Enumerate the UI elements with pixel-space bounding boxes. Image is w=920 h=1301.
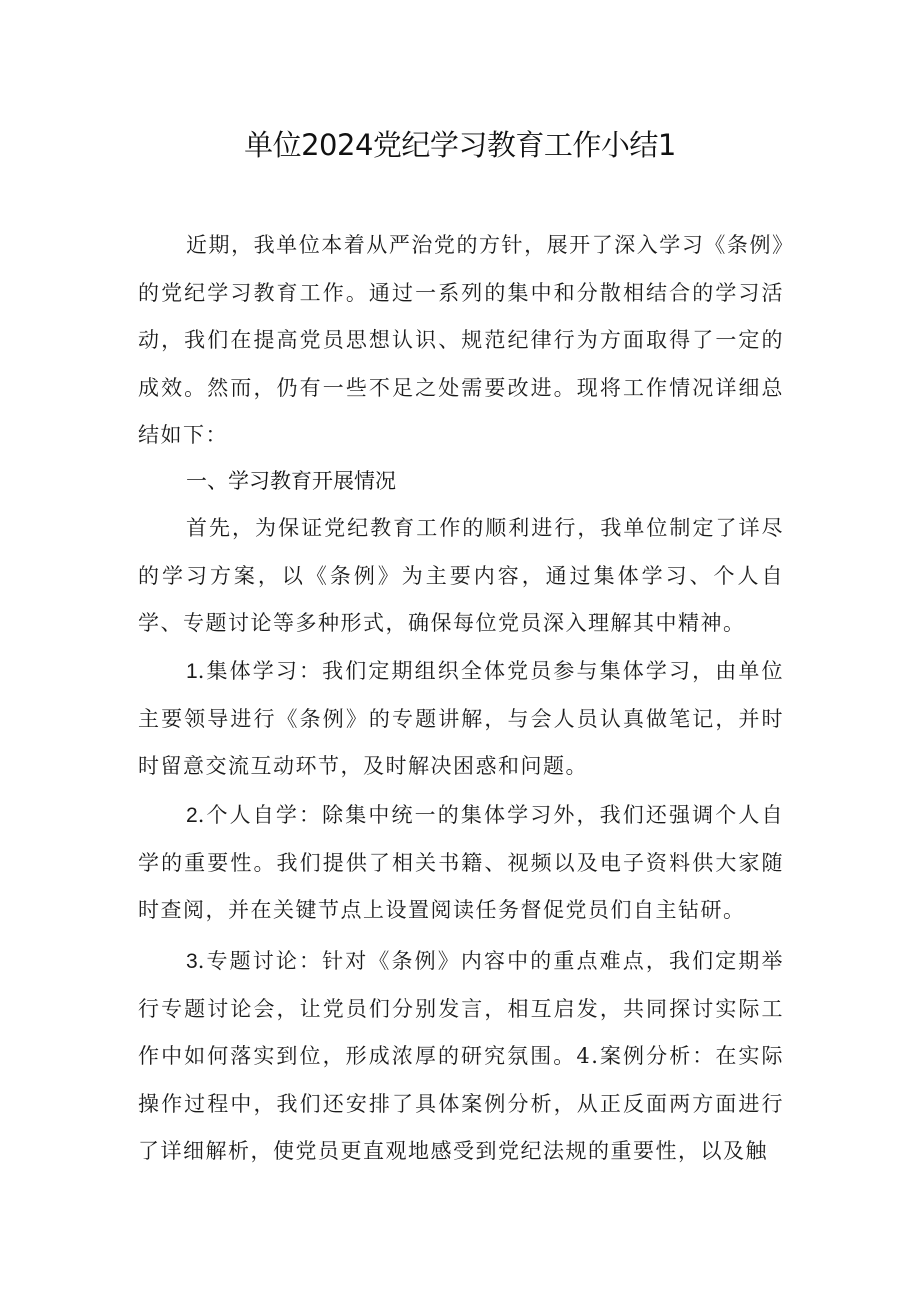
list-item-text: .专题讨论：针对《条例》内容中的重点难点，我们定期举行专题讨论会，让党员们分别发言，相互启发，共同探讨实际工作中如何落实到位，形成浓厚的研究氛围。4.案例分析：在实际操作过程中，我们还安排了具体案例分析，从正反面两方面进行了详细解析，使党员更直观地感受到党纪法规的重要性，以及触: [138, 949, 784, 1163]
document-title: 单位2024党纪学习教育工作小结1: [244, 128, 676, 162]
list-item-text: .个人自学：除集中统一的集体学习外，我们还强调个人自学的重要性。我们提供了相关书籍、视频以及电子资料供大家随时查阅，并在关键节点上设置阅读任务督促党员们自主钻研。: [138, 803, 784, 922]
intro-paragraph: 近期，我单位本着从严治党的方针，展开了深入学习《条例》的党纪学习教育工作。通过一系列的集中和分散相结合的学习活动，我们在提高党员思想认识、规范纪律行为方面取得了一定的成效。然而，仍有一些不足之处需要改进。现将工作情况详细总结如下：: [138, 233, 784, 447]
list-item-text: .集体学习：我们定期组织全体党员参与集体学习，由单位主要领导进行《条例》的专题讲解，与会人员认真做笔记，并时时留意交流互动环节，及时解决困惑和问题。: [138, 659, 784, 778]
section-paragraph: 首先，为保证党纪教育工作的顺利进行，我单位制定了详尽的学习方案，以《条例》为主要内容，通过集体学习、个人自学、专题讨论等多种形式，确保每位党员深入理解其中精神。: [138, 516, 784, 635]
list-item-number: 2: [186, 804, 198, 827]
list-item-collective-study: [138, 648, 784, 791]
list-item-self-study: [138, 792, 784, 935]
list-item-number: 3: [186, 950, 198, 973]
section-heading: 一、学习教育开展情况: [186, 469, 396, 493]
list-item-topic-discussion: [138, 938, 784, 1176]
list-item-number: 1: [186, 660, 198, 683]
